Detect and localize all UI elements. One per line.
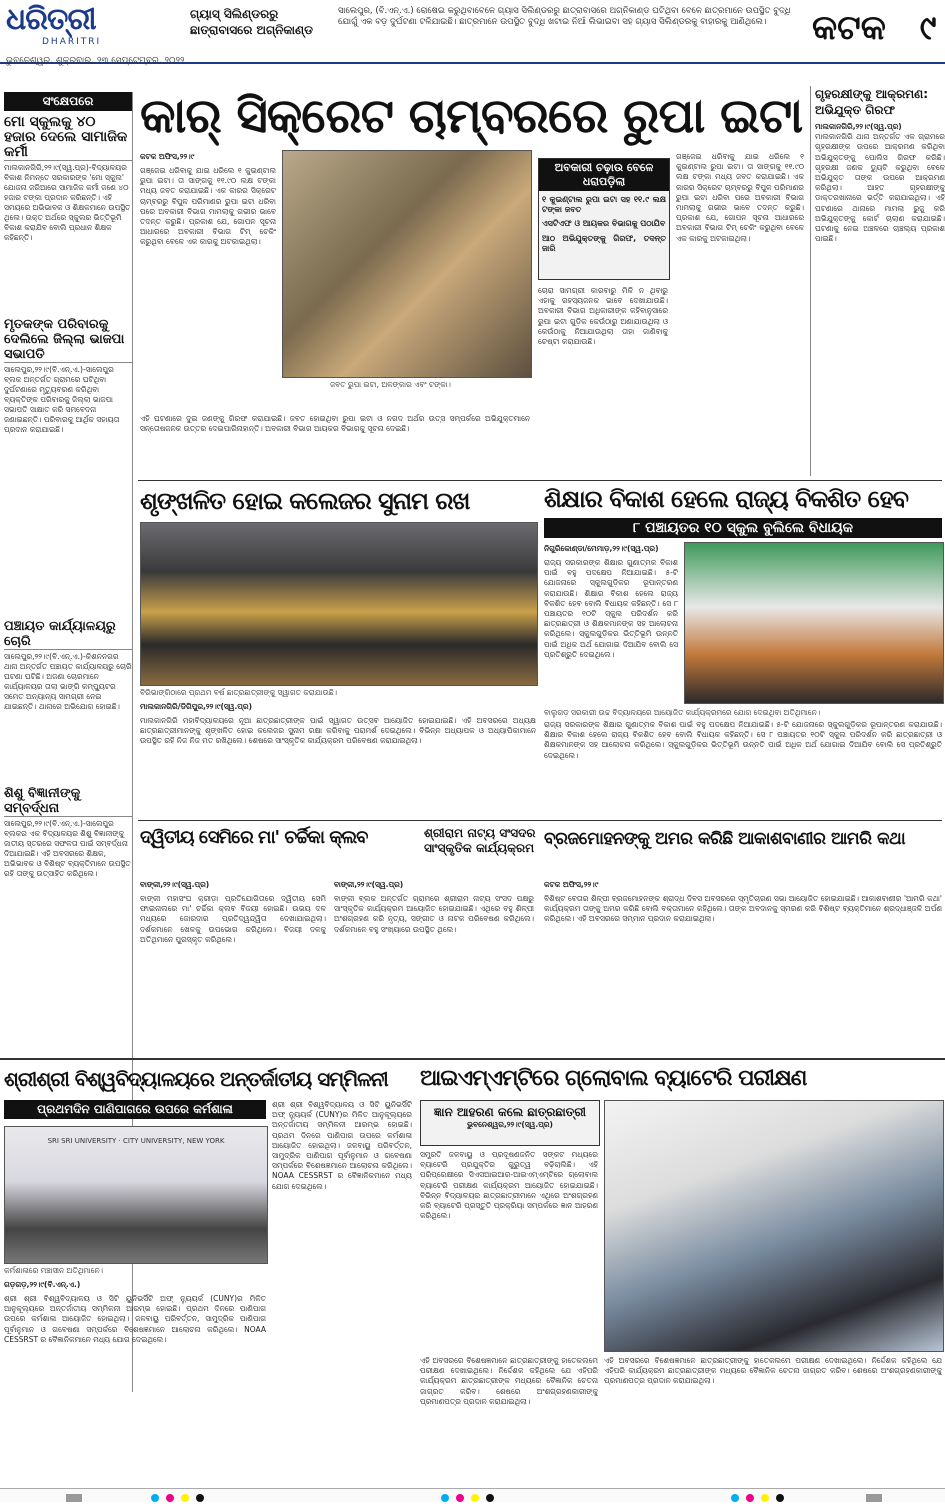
school-event-photo bbox=[684, 542, 944, 704]
lead-body-col2: ଏହି ଘଟଣାରେ ଦୁଇ ଜଣଙ୍କୁ ଗିରଫ କରାଯାଇଛି। ଜବତ ହୋଇଥିବା ରୁପା ଇଟା ଓ ନଗଦ ଅର୍ଥର ଉତ୍ସ ସମ୍ପର୍କରେ ଅଭିଯୁକ୍ତମାନେ ସନ୍ତୋଷଜନକ ଉତ୍ତର ଦେଇପାରିନାହାନ୍ତି। ଅବକାରୀ ବିଭାଗ ଆୟକର ବିଭାଗକୁ ସୂଚନା ଦେଇଛି। bbox=[140, 414, 530, 434]
lead-headline: କାର୍ ସିକ୍ରେଟ ଚାମ୍ବରରେ ରୁପା ଇଟା bbox=[140, 88, 803, 144]
right-top-body: ମାଲକାନଗିରି ଥାନା ଅନ୍ତର୍ଗତ ଏକ ଗ୍ରାମରେ ଗୃହରକ୍ଷୀଙ୍କ ଉପରେ ଆକ୍ରମଣ କରିଥିବା ଅଭିଯୁକ୍ତଙ୍କୁ ପୋଲିସ ଗିରଫ କରିଛି। ଗୃହରକ୍ଷୀ ଜଣକ ଡ୍ୟୁଟି କରୁଥିବା ବେଳେ ଅଭିଯୁକ୍ତ ତାଙ୍କ ଉପରେ ଆକ୍ରମଣ କରିଥିଲା। ଆହତ ଗୃହରକ୍ଷୀଙ୍କୁ ଡାକ୍ତରଖାନାରେ ଭର୍ତ୍ତି କରାଯାଇଥିଲା। ଏହି ଘଟଣାରେ ଥାନାରେ ମାମଲା ରୁଜୁ କରି ଅଭିଯୁକ୍ତଙ୍କୁ କୋର୍ଟ ଚାଲାଣ କରାଯାଇଛି। ଘଟଣାକୁ ନେଇ ଅଞ୍ଚଳରେ ଚାଞ୍ଚଲ୍ୟ ପ୍ରକାଶ ପାଇଛି। bbox=[815, 132, 945, 244]
lead-box-point: ଏସଟିଏଫ ଓ ଆୟକର ବିଭାଗକୁ ପଠାଯିବ bbox=[542, 219, 666, 229]
conference-photo-caption: କର୍ମଶାଳାରେ ମଞ୍ଚାସୀନ ଅତିଥିମାନେ। bbox=[4, 1266, 104, 1275]
drama-dateline: ବାଙ୍କୀ,୨୨।୯(ସ୍ୱ.ପ୍ର) bbox=[334, 880, 404, 889]
battery-body-col2: ଏହି ଅବସରରେ ବିଶେଷଜ୍ଞମାନେ ଛାତ୍ରଛାତ୍ରୀଙ୍କୁ ହାତେକଲମେ ପରୀକ୍ଷଣ ଦେଖାଇଥିଲେ। ନିର୍ଦ୍ଦେଶକ କହିଥିଲେ ଯେ ଏହିପରି କାର୍ଯ୍ୟକ୍ରମ ଛାତ୍ରଛାତ୍ରୀଙ୍କ ମଧ୍ୟରେ ବୈଜ୍ଞାନିକ ଚେତନା ଜାଗ୍ରତ କରିବ। ଶେଷରେ ଅଂଶଗ୍ରହଣକାରୀଙ୍କୁ ପ୍ରମାଣପତ୍ର ପ୍ରଦାନ କରାଯାଇଥିଲା। bbox=[420, 1356, 598, 1406]
education-dateline: ନିଗୁରିକୋଣ୍ଡା/ମେମାଡ଼,୨୨।୯(ସ୍ୱ.ପ୍ର) bbox=[544, 544, 659, 553]
section-divider bbox=[0, 1058, 945, 1060]
sidebar-item-title: ମୃତକଙ୍କ ପରିବାରକୁ ଦେଲିଲେ ଜିଲ୍ଲା ଭାଜପା ସଭାପତି bbox=[4, 317, 132, 363]
lab-experiment-photo bbox=[604, 1100, 944, 1352]
sidebar-item-title: ମୋ ସ୍କୁଲକୁ ୪୦ ହଜାର ଦେଲେ ସାମାଜିକ କର୍ମୀ bbox=[4, 115, 132, 161]
sidebar-item-body: ସାଲେପୁର,୨୨।୯(ବି.ଏନ୍.ଏ.)-ସାଲେପୁର ବ୍ଲକର ଏକ ବିଦ୍ୟାଳୟର ଶିଶୁ ବିଜ୍ଞାନୀଙ୍କୁ ଜାତୀୟ ସ୍ତରରେ ସଫଳତା ପାଇଁ ସମ୍ବର୍ଦ୍ଧନା ଦିଆଯାଇଛି। ଏହି ଅବସରରେ ଶିକ୍ଷକ, ଅଭିଭାବକ ଓ ବିଶିଷ୍ଟ ବ୍ୟକ୍ତିମାନେ ଉପସ୍ଥିତ ରହି ତାଙ୍କୁ ଉତ୍ସାହିତ କରିଥିଲେ। bbox=[4, 819, 131, 878]
teaser-line-1: ଗ୍ୟାସ୍ ସିଲିଣ୍ଡରରୁ bbox=[190, 7, 279, 21]
drama-body: ବାଙ୍କୀ ବ୍ଲକ ଅନ୍ତର୍ଗତ ଗ୍ରାମରେ ଶ୍ରୀରାମ ନାଟ୍ୟ ସଂସଦ ପକ୍ଷରୁ ସାଂସ୍କୃତିକ କାର୍ଯ୍ୟକ୍ରମ ଆୟୋଜିତ ହୋଇଯାଇଛି। ଏଥିରେ ବହୁ ଶିଳ୍ପୀ ଅଂଶଗ୍ରହଣ କରି ନୃତ୍ୟ, ସଙ୍ଗୀତ ଓ ନାଟକ ପରିବେଷଣ କରିଥିଲେ। ଦର୍ଶକମାନେ ବହୁ ସଂଖ୍ୟାରେ ଉପସ୍ଥିତ ଥିଲେ। bbox=[334, 894, 534, 934]
education-subhead: ୮ ପଞ୍ଚାୟତର ୧୦ ସ୍କୁଲ ବୁଲିଲେ ବିଧାୟକ bbox=[544, 518, 942, 538]
college-headline: ଶୃଙ୍ଖଳିତ ହୋଇ କଲେଜର ସୁନାମ ରଖ bbox=[140, 487, 470, 515]
club-headline: ଦ୍ୱିତୀୟ ସେମିରେ ମା' ଚର୍ଚ୍ଚିକା କ୍ଲବ bbox=[140, 827, 368, 848]
conference-banner-text: SRI SRI UNIVERSITY · CITY UNIVERSITY, NEW YORK bbox=[47, 1137, 225, 1145]
university-body-col2: ଶ୍ରୀ ଶ୍ରୀ ବିଶ୍ୱବିଦ୍ୟାଳୟ ଓ ସିଟି ୟୁନିଭର୍ସିଟି ଅଫ୍ ନ୍ୟୁୟର୍କ (CUNY)ର ମିଳିତ ଆନୁକୂଲ୍ୟରେ ଅନ୍ତର୍ଜାତୀୟ ସମ୍ମିଳନୀ ଆରମ୍ଭ ହୋଇଛି। ପ୍ରଥମ ଦିନରେ ପାଣିପାଗ ଉପରେ କର୍ମଶାଳା ଆୟୋଜିତ ହୋଇଥିଲା। ଜଳବାୟୁ ପରିବର୍ତ୍ତନ, ସାମୁଦ୍ରିକ ପାଣିପାଗ ପୂର୍ବାନୁମାନ ଓ ଗବେଷଣା ସମ୍ପର୍କରେ ବିଶେଷଜ୍ଞମାନେ ଆଲୋଚନା କରିଥିଲେ। NOAA CESSRST ର ବୈଜ୍ଞାନିକମାନେ ମଧ୍ୟ ଯୋଗ ଦେଇଥିଲେ। bbox=[272, 1100, 412, 1191]
radio-headline: ବ୍ରଜମୋହନଙ୍କୁ ଅମର କରିଛି ଆକାଶବାଣୀର ଆମରି କଥା bbox=[544, 829, 906, 849]
lead-box-point: ଆଠ ଅଭିଯୁକ୍ତଙ୍କୁ ଗିରଫ, ତଦନ୍ତ ଜାରି bbox=[542, 233, 666, 253]
right-top-dateline: ମାଲକାନଗିରି,୨୨।୯(ସ୍ୱ.ପ୍ର) bbox=[815, 122, 902, 131]
sidebar-header: ସଂକ୍ଷେପରେ bbox=[4, 92, 132, 111]
battery-headline: ଆଇଏମ୍ଏମ୍‌ଟିରେ ଗ୍ଲୋବାଲ ବ୍ୟାଟେରି ପରୀକ୍ଷଣ bbox=[420, 1066, 807, 1091]
university-headline: ଶ୍ରୀଶ୍ରୀ ବିଶ୍ୱବିଦ୍ୟାଳୟରେ ଅନ୍ତର୍ଜାତୀୟ ସମ୍ମିଳନୀ bbox=[4, 1067, 388, 1091]
lead-body-col1: ଗଞ୍ଜେଇ ଧରିବାକୁ ଯାଇ ଧରିଲେ ୧ କୁଇଣ୍ଟାଲ ରୁପା ଇଟା। ତା ସାଙ୍ଗକୁ ୧୧.୯୦ ଲକ୍ଷ ଟଙ୍କା ମଧ୍ୟ ଜବତ କରାଯାଇଛି। ଏକ କାରର ସିକ୍ରେଟ ଚାମ୍ବରରୁ ବିପୁଳ ପରିମାଣର ରୁପା ଇଟା ଧରିବା ପରେ ଅବକାରୀ ବିଭାଗ ମାମଲାକୁ ଗଭୀର ଭାବେ ତଦନ୍ତ କରୁଛି। ପ୍ରକାଶ ଯେ, ଗୋପନ ସୂଚନା ଆଧାରରେ ଅବକାରୀ ବିଭାଗ ଟିମ୍ ଚେକିଂ କରୁଥିବା ବେଳେ ଏକ କାରକୁ ଅଟକାଇଥିଲା। bbox=[140, 166, 276, 247]
college-dateline: ମାଲକାନଗିରି/ଡିଗିପୁର,୨୨।୯(ସ୍ୱ.ପ୍ର) bbox=[140, 702, 253, 711]
sidebar-item-title: ପଞ୍ଚାୟତ କାର୍ଯ୍ୟାଳୟରୁ ଚୋରି bbox=[4, 619, 132, 650]
sidebar-item-title: ଶିଶୁ ବିଜ୍ଞାନୀଙ୍କୁ ସମ୍ବର୍ଦ୍ଧନା bbox=[4, 786, 132, 817]
club-body: ବାଙ୍କୀ ମହାସଂଘ କ୍ରୀଡ଼ା ପ୍ରତିଯୋଗିତାରେ ଦ୍ୱିତୀୟ ସେମି ଫାଇନାଲରେ ମା' ଚର୍ଚ୍ଚିକା କ୍ଲବ ବିଜୟୀ ହୋଇଛି। ଉଭୟ ଦଳ ମଧ୍ୟରେ ଜୋରଦାର ପ୍ରତିଦ୍ୱନ୍ଦ୍ୱିତା ଦେଖାଯାଇଥିଲା। ଦର୍ଶକମାନେ ଖେଳକୁ ଉପଭୋଗ କରିଥିଲେ। ବିଜୟୀ ଦଳକୁ ଅତିଥିମାନେ ପୁରସ୍କୃତ କରିଥିଲେ। bbox=[140, 894, 326, 944]
section-divider bbox=[138, 480, 942, 481]
lead-box-title: ଅବକାରୀ ଚଢ଼ାଉ ବେଳେ ଧରାପଡ଼ିଲା bbox=[539, 159, 669, 191]
teaser-body: ସାଲେପୁର, (ବି.ଏନ୍.ଏ.) ରୋଷେଇ କରୁଥିବାବେଳେ ଗ୍ୟାସ ସିଲିଣ୍ଡରରୁ ଛାତ୍ରାବାସରେ ଅଗ୍ନିକାଣ୍ଡ ଘଟିଥିବା ବେଳେ ଛାତ୍ରମାନେ ଉପସ୍ଥିତ ବୁଦ୍ଧି ଯୋଗୁଁ ଏକ ବଡ଼ ଦୁର୍ଘଟଣା ଟଳିଯାଇଛି। ଛାତ୍ରମାନେ ଉପସ୍ଥିତ ବୁଦ୍ଧି ଖଟାଇ ନିଆଁ ଲିଭାଇବା ସହ ଗ୍ୟାସ ସିଲିଣ୍ଡରକୁ ବାହାରକୁ ଆଣିଥିଲେ। bbox=[338, 6, 791, 27]
right-top-story bbox=[810, 86, 945, 476]
lead-body-col3: ଚୋରା ସାମଗ୍ରୀ କାରବାରୁ ମିଳି ନ ଥିବାରୁ ଏହାକୁ ରହସ୍ୟଜନକ ଭାବେ ଦେଖାଯାଉଛି। ଅବକାରୀ ବିଭାଗ ଅଧିକାରୀଙ୍କ କହିବାନୁସାରେ ରୁପା ଇଟା ଗୁଡ଼ିକ କେଉଁଠାରୁ ଅଣାଯାଉଥିଲା ଓ କେଉଁଠାକୁ ନିଆଯାଉଥିଲା ତାହା ଜାଣିବାକୁ ଚେଷ୍ଟା କରାଯାଉଛି। bbox=[538, 286, 668, 347]
battery-box-title: ଜ୍ଞାନ ଆହରଣ କଲେ ଛାତ୍ରଛାତ୍ରୀ bbox=[434, 1105, 586, 1119]
club-dateline: ବାଙ୍କୀ,୨୨।୯(ସ୍ୱ.ପ୍ର) bbox=[140, 880, 210, 889]
right-top-title: ଗୃହରକ୍ଷୀଙ୍କୁ ଆକ୍ରମଣ: ଅଭିଯୁକ୍ତ ଗିରଫ bbox=[815, 87, 929, 117]
lead-highlight-box bbox=[538, 158, 670, 280]
college-body: ମାଲକାନଗିରି ମହାବିଦ୍ୟାଳୟରେ ନୂଆ ଛାତ୍ରଛାତ୍ରୀଙ୍କ ପାଇଁ ସ୍ୱାଗତ ଉତ୍ସବ ଆୟୋଜିତ ହୋଇଯାଇଛି। ଏହି ଅବସରରେ ଅଧ୍ୟକ୍ଷ ଛାତ୍ରଛାତ୍ରୀମାନଙ୍କୁ ଶୃଙ୍ଖଳିତ ହୋଇ କଲେଜର ସୁନାମ ରକ୍ଷା କରିବାକୁ ପରାମର୍ଶ ଦେଇଥିଲେ। ବିଭିନ୍ନ ଅଧ୍ୟାପକ ଓ ଅଧ୍ୟାପିକାମାନେ ଉପସ୍ଥିତ ରହି ନିଜ ନିଜ ମତ ରଖିଥିଲେ। ଶେଷରେ ସାଂସ୍କୃତିକ କାର୍ଯ୍ୟକ୍ରମ ପରିବେଷଣ କରାଯାଇଥିଲା। bbox=[140, 716, 536, 746]
lead-photo-caption: ଜବତ ରୁପା ଇଟା, ଅଳଙ୍କାର ଏବଂ ଟଙ୍କା। bbox=[330, 380, 451, 389]
logo-subtitle: DHARITRI bbox=[42, 37, 102, 47]
education-body-col1: ରାଜ୍ୟ ସରକାରଙ୍କ ଶିକ୍ଷାର ଗୁଣାତ୍ମକ ବିକାଶ ପାଇଁ ବହୁ ପଦକ୍ଷେପ ନିଆଯାଇଛି। ୫-ଟି ଯୋଜନାରେ ସ୍କୁଲଗୁଡ଼ିକର ରୂପାନ୍ତରଣ କରାଯାଉଛି। ଶିକ୍ଷାର ବିକାଶ ହେଲେ ରାଜ୍ୟ ବିକଶିତ ହେବ ବୋଲି ବିଧାୟକ କହିଛନ୍ତି। ସେ ୮ ପଞ୍ଚାୟତର ୧୦ଟି ସ୍କୁଲ ପରିଦର୍ଶନ କରି ଛାତ୍ରଛାତ୍ରୀ ଓ ଶିକ୍ଷକମାନଙ୍କ ସହ ଆଲୋଚନା କରିଥିଲେ। ସ୍କୁଲଗୁଡ଼ିକର ଭିତ୍ତିଭୂମି ଉନ୍ନତି ପାଇଁ ଅଧିକ ଅର୍ଥ ଯୋଗାଇ ଦିଆଯିବ ବୋଲି ସେ ପ୍ରତିଶ୍ରୁତି ଦେଇଥିଲେ। bbox=[544, 558, 678, 659]
education-headline: ଶିକ୍ଷାର ବିକାଶ ହେଲେ ରାଜ୍ୟ ବିକଶିତ ହେବ bbox=[544, 485, 908, 513]
college-photo-caption: ବିରିଭାଙ୍ଗିଠାରେ ପ୍ରଥମ ବର୍ଷ ଛାତ୍ରଛାତ୍ରୀଙ୍କୁ ସ୍ୱାଗତ କରାଯାଉଛି। bbox=[140, 688, 338, 697]
education-photo-caption: ବାଲୁଗଡ଼ ସରକାରୀ ଉଚ୍ଚ ବିଦ୍ୟାଳୟରେ ଆୟୋଜିତ କାର୍ଯ୍ୟକ୍ରମରେ ଯୋଗ ଦେଇଥିବା ଅତିଥିମାନେ। bbox=[544, 708, 821, 717]
conference-photo bbox=[4, 1126, 268, 1264]
university-dateline: ଗଡ଼ଗଡ଼,୨୨।୯(ବି.ଏନ୍.ଏ.) bbox=[4, 1280, 81, 1289]
sidebar-item-body: ସାଲେପୁର,୨୨।୯(ବି.ଏନ୍.ଏ.)-କିଶନନଗର ଥାନା ଅନ୍ତର୍ଗତ ପଞ୍ଚାୟତ କାର୍ଯ୍ୟାଳୟରୁ ଚୋରି ଘଟଣା ଘଟିଛି। ଅଜଣା ଚୋରମାନେ କାର୍ଯ୍ୟାଳୟର ତାଲା ଭାଙ୍ଗି କମ୍ପ୍ୟୁଟର ସମେତ ଅନ୍ୟାନ୍ୟ ସାମଗ୍ରୀ ନେଇ ଯାଇଛନ୍ତି। ଥାନାରେ ଅଭିଯୋଗ ହୋଇଛି। bbox=[4, 652, 132, 711]
classroom-photo bbox=[140, 522, 538, 686]
battery-body-col1: ସମ୍ପ୍ରତି ଜଳବାୟୁ ଓ ପ୍ରଦୂଷଣଜନିତ ସଙ୍କଟ ମଧ୍ୟରେ ବ୍ୟାଟେରି ପ୍ରଯୁକ୍ତିର ଗୁରୁତ୍ୱ ବଢ଼ିଚାଲିଛି। ଏହି ପରିପ୍ରେକ୍ଷୀରେ ସିଏସଆଇଆର-ଆଇଏମ୍ଏମ୍‌ଟିରେ ଗ୍ଲୋବାଲ ବ୍ୟାଟେରି ପରୀକ୍ଷଣ କାର୍ଯ୍ୟକ୍ରମ ଆୟୋଜିତ ହୋଇଯାଇଛି। ବିଭିନ୍ନ ବିଦ୍ୟାଳୟର ଛାତ୍ରଛାତ୍ରୀମାନେ ଏଥିରେ ଅଂଶଗ୍ରହଣ କରି ବ୍ୟାଟେରି ପ୍ରସ୍ତୁତି ପ୍ରକ୍ରିୟା ସମ୍ପର୍କରେ ଜ୍ଞାନ ଆହରଣ କରିଥିଲେ। bbox=[420, 1150, 598, 1221]
lead-dateline: କଟକ ଅଫିସ,୨୨।୯ bbox=[140, 152, 195, 161]
newspaper-logo bbox=[6, 2, 110, 54]
logo-text: ଧରିତ୍ରୀ bbox=[6, 2, 96, 37]
radio-dateline: କଟକ ଅଫିସ,୨୨।୯ bbox=[544, 880, 599, 889]
teaser-line-2: ଛାତ୍ରାବାସରେ ଅଗ୍ନିକାଣ୍ଡ bbox=[190, 23, 313, 37]
lead-box-point: ୧ କୁଇଣ୍ଟାଲ ରୁପା ଇଟା ସହ ୧୧.୯ ଲକ୍ଷ ଟଙ୍କା ଜବତ bbox=[542, 195, 666, 215]
lead-body-col4: ଗଞ୍ଜେଇ ଧରିବାକୁ ଯାଇ ଧରିଲେ ୧ କୁଇଣ୍ଟାଲ ରୁପା ଇଟା। ତା ସାଙ୍ଗକୁ ୧୧.୯୦ ଲକ୍ଷ ଟଙ୍କା ମଧ୍ୟ ଜବତ କରାଯାଇଛି। ଏକ କାରର ସିକ୍ରେଟ ଚାମ୍ବରରୁ ବିପୁଳ ପରିମାଣର ରୁପା ଇଟା ଧରିବା ପରେ ଅବକାରୀ ବିଭାଗ ମାମଲାକୁ ଗଭୀର ଭାବେ ତଦନ୍ତ କରୁଛି। ପ୍ରକାଶ ଯେ, ଗୋପନ ସୂଚନା ଆଧାରରେ ଅବକାରୀ ବିଭାଗ ଟିମ୍ ଚେକିଂ କରୁଥିବା ବେଳେ ଏକ କାରକୁ ଅଟକାଇଥିଲା। bbox=[676, 152, 804, 243]
edition-place bbox=[812, 8, 940, 48]
teaser-headline bbox=[190, 6, 330, 38]
battery-dateline: ଭୁବନେଶ୍ୱର,୨୨।୯(ସ୍ୱ.ପ୍ର) bbox=[467, 1120, 553, 1129]
university-subhead: ପ୍ରଥମଦିନ ପାଣିପାଗରେ ଉପରେ କର୍ମଶାଳା bbox=[4, 1100, 266, 1119]
seized-silver-photo bbox=[282, 150, 532, 378]
section-divider bbox=[138, 820, 942, 821]
university-body-col1: ଶ୍ରୀ ଶ୍ରୀ ବିଶ୍ୱବିଦ୍ୟାଳୟ ଓ ସିଟି ୟୁନିଭର୍ସିଟି ଅଫ୍ ନ୍ୟୁୟର୍କ (CUNY)ର ମିଳିତ ଆନୁକୂଲ୍ୟରେ ଅନ୍ତର୍ଜାତୀୟ ସମ୍ମିଳନୀ ଆରମ୍ଭ ହୋଇଛି। ପ୍ରଥମ ଦିନରେ ପାଣିପାଗ ଉପରେ କର୍ମଶାଳା ଆୟୋଜିତ ହୋଇଥିଲା। ଜଳବାୟୁ ପରିବର୍ତ୍ତନ, ସାମୁଦ୍ରିକ ପାଣିପାଗ ପୂର୍ବାନୁମାନ ଓ ଗବେଷଣା ସମ୍ପର୍କରେ ବିଶେଷଜ୍ଞମାନେ ଆଲୋଚନା କରିଥିଲେ। NOAA CESSRST ର ବୈଜ୍ଞାନିକମାନେ ମଧ୍ୟ ଯୋଗ ଦେଇଥିଲେ। bbox=[4, 1294, 266, 1344]
issue-dateline: ଭୁବନେଶ୍ୱର, ଶୁକ୍ରବାର, ୨୩ ସେପ୍ଟେମ୍ବର, ୨୦୨୨ bbox=[6, 56, 185, 66]
place-name: କଟକ bbox=[812, 8, 886, 48]
drama-headline: ଶ୍ରୀରାମ ନାଟ୍ୟ ସଂସଦର ସାଂସ୍କୃତିକ କାର୍ଯ୍ୟକ୍ରମ bbox=[424, 826, 536, 855]
masthead bbox=[0, 0, 945, 64]
print-registration-bar bbox=[0, 1488, 945, 1502]
sidebar-item-body: ସାଲେପୁର,୨୨।୯(ବି.ଏନ୍.ଏ.)-ସାଲେପୁର ବ୍ଲକ ଅନ୍ତର୍ଗତ ଗ୍ରାମରେ ଘଟିଥିବା ଦୁର୍ଘଟଣାରେ ମୃତ୍ୟୁବରଣ କରିଥିବା ବ୍ୟକ୍ତିଙ୍କ ପରିବାରକୁ ଜିଲ୍ଲା ଭାଜପା ସଭାପତି ସାକ୍ଷାତ କରି ସମବେଦନା ଜଣାଇଛନ୍ତି। ପରିବାରକୁ ଆର୍ଥିକ ସହାୟତା ପ୍ରଦାନ କରାଯାଇଛି। bbox=[4, 365, 120, 434]
battery-box bbox=[420, 1100, 600, 1146]
education-body-col2: ରାଜ୍ୟ ସରକାରଙ୍କ ଶିକ୍ଷାର ଗୁଣାତ୍ମକ ବିକାଶ ପାଇଁ ବହୁ ପଦକ୍ଷେପ ନିଆଯାଇଛି। ୫-ଟି ଯୋଜନାରେ ସ୍କୁଲଗୁଡ଼ିକର ରୂପାନ୍ତରଣ କରାଯାଉଛି। ଶିକ୍ଷାର ବିକାଶ ହେଲେ ରାଜ୍ୟ ବିକଶିତ ହେବ ବୋଲି ବିଧାୟକ କହିଛନ୍ତି। ସେ ୮ ପଞ୍ଚାୟତର ୧୦ଟି ସ୍କୁଲ ପରିଦର୍ଶନ କରି ଛାତ୍ରଛାତ୍ରୀ ଓ ଶିକ୍ଷକମାନଙ୍କ ସହ ଆଲୋଚନା କରିଥିଲେ। ସ୍କୁଲଗୁଡ଼ିକର ଭିତ୍ତିଭୂମି ଉନ୍ନତି ପାଇଁ ଅଧିକ ଅର୍ଥ ଯୋଗାଇ ଦିଆଯିବ ବୋଲି ସେ ପ୍ରତିଶ୍ରୁତି ଦେଇଥିଲେ। bbox=[544, 720, 942, 760]
battery-body-col3: ଏହି ଅବସରରେ ବିଶେଷଜ୍ଞମାନେ ଛାତ୍ରଛାତ୍ରୀଙ୍କୁ ହାତେକଲମେ ପରୀକ୍ଷଣ ଦେଖାଇଥିଲେ। ନିର୍ଦ୍ଦେଶକ କହିଥିଲେ ଯେ ଏହିପରି କାର୍ଯ୍ୟକ୍ରମ ଛାତ୍ରଛାତ୍ରୀଙ୍କ ମଧ୍ୟରେ ବୈଜ୍ଞାନିକ ଚେତନା ଜାଗ୍ରତ କରିବ। ଶେଷରେ ଅଂଶଗ୍ରହଣକାରୀଙ୍କୁ ପ୍ରମାଣପତ୍ର ପ୍ରଦାନ କରାଯାଇଥିଲା। bbox=[604, 1356, 942, 1386]
page-number: ୯ bbox=[919, 8, 937, 48]
radio-body: ବିଶିଷ୍ଟ ବେତାର ଶିଳ୍ପୀ ବ୍ରଜମୋହନଙ୍କ ଶ୍ରାଦ୍ଧ ଦିବସ ଅବସରରେ ସ୍ମୃତିଚାରଣ ସଭା ଆୟୋଜିତ ହୋଇଯାଇଛି। ଆକାଶବାଣୀର 'ଆମରି କଥା' କାର୍ଯ୍ୟକ୍ରମ ତାଙ୍କୁ ଅମର କରିଛି ବୋଲି ବକ୍ତାମାନେ କହିଥିଲେ। ତାଙ୍କ ଅବଦାନକୁ ସ୍ମରଣ କରି ବିଶିଷ୍ଟ ବ୍ୟକ୍ତିମାନେ ଶ୍ରଦ୍ଧାଞ୍ଜଳି ଅର୍ପଣ କରିଥିଲେ। ଏହି ଅବସରରେ ସମ୍ମାନ ପ୍ରଦାନ କରାଯାଇଥିଲା। bbox=[544, 894, 942, 924]
sidebar-item-body: ମାଲକାନଗିରି,୨୨।୯(ସ୍ୱ.ପ୍ର)-ବିଦ୍ୟାଳୟର ବିକାଶ ନିମନ୍ତେ ସରକାରଙ୍କ 'ମୋ ସ୍କୁଲ' ଯୋଜନା ଜରିଆରେ ସାମାଜିକ କର୍ମୀ ଜଣେ ୪୦ ହଜାର ଟଙ୍କା ପ୍ରଦାନ କରିଛନ୍ତି। ଏହି ସମୟରେ ଅଭିଭାବକ ଓ ଶିକ୍ଷକମାନେ ଉପସ୍ଥିତ ଥିଲେ। ଉକ୍ତ ଅର୍ଥରେ ସ୍କୁଲର ଭିତ୍ତିଭୂମି ବିକାଶ କରାଯିବ ବୋଲି ପ୍ରଧାନ ଶିକ୍ଷକ କହିଛନ୍ତି। bbox=[4, 163, 131, 242]
